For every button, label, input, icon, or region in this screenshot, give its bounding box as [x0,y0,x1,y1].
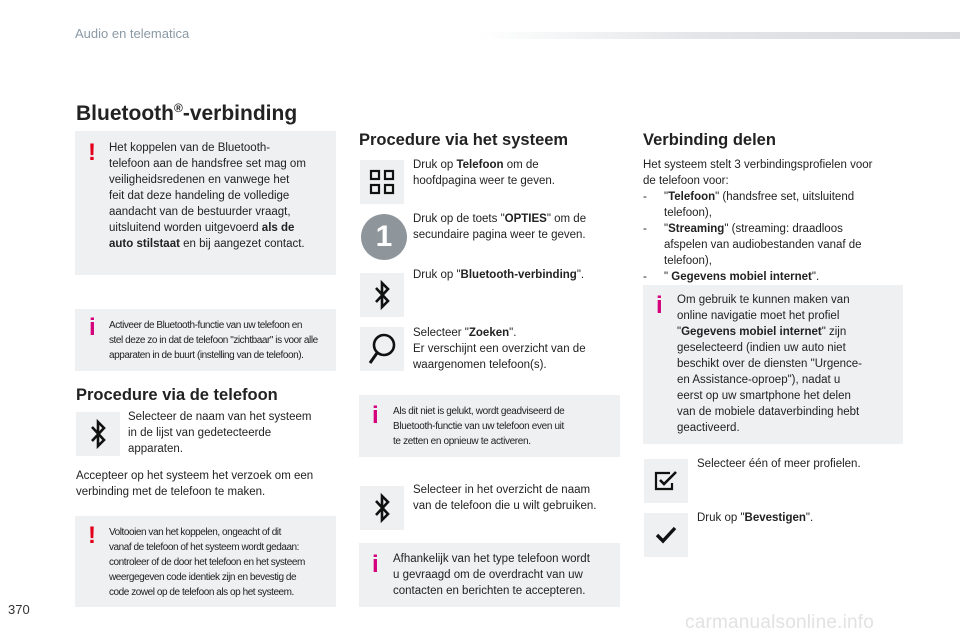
telephone-menu-button[interactable] [360,160,404,204]
warning-text-pairing: Het koppelen van de Bluetooth- telefoon aan de handsfree set mag om veiligheidsredenen en vanwege het feit dat deze handeling de volledige aandacht van de bestuurder vraagt, uitsluitend worden uitgevoerd als de auto stilstaat en bij aangezet contact. [109,142,306,250]
bluetooth-icon [372,492,392,524]
heading-phone-procedure: Procedure via de telefoon [76,386,278,404]
search-button[interactable] [360,327,404,371]
system-step-search: Selecteer "Zoeken". Er verschijnt een overzicht van de waargenomen telefoon(s). [413,327,586,371]
bluetooth-button[interactable] [76,412,120,456]
info-icon: i [89,314,96,341]
checkmark-icon [654,525,678,545]
bluetooth-connection-button[interactable] [360,273,404,317]
heading-connection-sharing: Verbinding delen [643,131,776,149]
confirm-button[interactable] [644,513,688,557]
profile-mobile-internet: - " Gegevens mobiel internet". [643,271,820,283]
warning-icon: ! [88,522,96,549]
heading-system-procedure: Procedure via het systeem [359,131,569,149]
sharing-step-confirm: Druk op "Bevestigen". [697,512,814,524]
profile-select-button[interactable] [644,459,688,503]
watermark: carmanualsonline.info [685,612,875,633]
profile-telephone: - "Telefoon" (handsfree set, uitsluitend telefoon), [643,191,855,219]
sharing-profiles-text: Het systeem stelt 3 verbindingsprofielen voor de telefoon voor: - "Telefoon" (handsfree set, uitsluitend telefoon), - "Streaming" (streaming: draadloos afspelen van audiobestanden vanaf de telefoon), - " Gegevens mobiel internet". [643,157,908,285]
info-text-transfer: Afhankelijk van het type telefoon wordt u gevraagd om de overdracht van uw contacten en berichten te accepteren. [393,553,590,597]
phone-step-select: Selecteer de naam van het systeem in de lijst van gedetecteerde apparaten. [128,411,312,455]
system-step-bluetooth: Druk op "Bluetooth-verbinding". [413,269,585,281]
sharing-step-select: Selecteer één of meer profielen. [697,458,861,470]
info-icon: i [656,292,663,319]
grid-icon [369,169,395,195]
phone-step-accept: Accepteer op het systeem het verzoek om een verbinding met de telefoon te maken. [76,470,314,498]
system-step-choose-phone: Selecteer in het overzicht de naam van de telefoon die u wilt gebruiken. [413,484,597,512]
warning-icon: ! [88,139,96,166]
step-number-badge: 1 [361,214,407,260]
phone-select-button[interactable] [360,486,404,530]
info-text-activate: Activeer de Bluetooth-functie van uw telefoon en stel deze zo in dat de telefoon "zichtbaar" is voor alle apparaten in de buurt (instelling van de telefoon). [109,320,318,361]
checkbox-icon [653,469,679,493]
info-text-navigation: Om gebruik te kunnen maken van online navigatie moet het profiel "Gegevens mobiel internet" zijn geselecteerd (indien uw auto niet beschikt over de diensten "Urgence- en Assistance-oproep"), nadat u eerst op uw smartphone het delen van de mobiele dataverbinding hebt geactiveerd. [677,294,862,434]
page-number: 370 [8,602,30,617]
info-text-retry: Als dit niet is gelukt, wordt geadviseerd de Bluetooth-functie van uw telefoon even uit te zetten en opnieuw te activeren. [393,406,565,447]
system-step-telephone: Druk op Telefoon om de hoofdpagina weer te geven. [413,159,555,187]
header-bar [478,32,960,39]
info-icon: i [372,402,379,429]
page-title: Bluetooth®-verbinding [76,101,298,125]
bluetooth-icon [88,418,108,450]
profile-streaming: - "Streaming" (streaming: draadloos afspelen van audiobestanden vanaf de telefoon), [643,223,862,267]
system-step-options: Druk op de toets "OPTIES" om de secundaire pagina weer te geven. [413,213,587,241]
bluetooth-icon [372,279,392,311]
info-icon: i [372,551,379,578]
section-header: Audio en telematica [75,26,190,41]
warning-text-code: Voltooien van het koppelen, ongeacht of dit vanaf de telefoon of het systeem wordt gedaan: controleer of de door het telefoon en het systeem weergegeven code identiek zijn en bevestig de code zowel op de telefoon als op het systeem. [109,527,305,598]
search-icon [367,332,397,366]
